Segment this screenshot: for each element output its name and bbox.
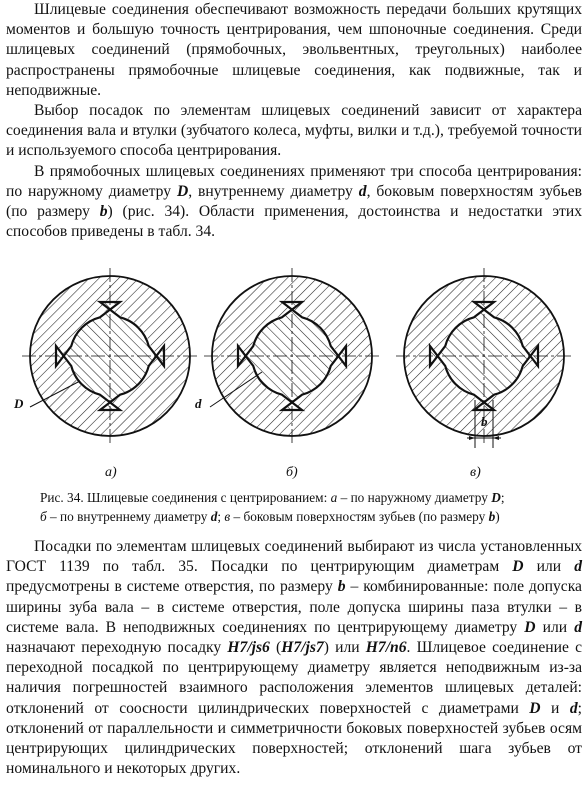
paragraph-top-3: В прямобочных шлицевых соединениях применяют три способа центрирования: по наружному диаметру D, внутреннему диаметру d, боковым поверхностям зубьев (по размеру b) (рис. 34). Области применения, достоинства и недостатки этих способов приведены в табл. 34. <box>6 162 583 241</box>
figure-caption: Рис. 34. Шлицевые соединения с центрированием: а – по наружному диаметру D; б – по внутреннему диаметру d; в – боковым поверхностям зубьев (по размеру b) <box>40 490 505 524</box>
paragraph-bottom-1: Посадки по элементам шлицевых соединений выбирают из числа установленных ГОСТ 1139 по табл. 35. Посадки по центрирующим диаметрам D или d предусмотрены в системе отверстия, по размеру b – комбинированные: поле допуска ширины зуба вала – в системе отверстия, поле допуска ширины паза втулки – в системе вала. В неподвижных соединениях по центрирующему диаметру D или d назначают переходную посадку H7/js6 (H7/js7) или H7/n6. Шлицевое соединение с переходной посадкой по центрирующему диаметру является неподвижным из-за наличия погрешностей взаимного расположения элементов шлицевых деталей: отклонений от соосности цилиндрических поверхностей с диаметрами D и d; отклонений от параллельности и симметричности боковых поверхностей зубьев осям центрирующих цилиндрических поверхностей; отклонений шага зубьев от номинального и некоторых других. <box>6 538 582 778</box>
subfigure-label-b: б) <box>286 465 298 480</box>
text-block-top <box>6 0 582 242</box>
paragraph-top-2: Выбор посадок по элементам шлицевых соединений зависит от характера соединения вала и втулки (зубчатого колеса, муфты, вилки и т.д.), требуемой точности и используемого способа центрирования. <box>6 102 582 160</box>
label-b: b <box>481 414 488 429</box>
label-d: d <box>195 396 202 411</box>
label-D: D <box>14 396 24 411</box>
spline-centering-inner-diameter <box>204 268 380 444</box>
spline-centering-outer-diameter <box>22 268 198 444</box>
subfigure-label-c: в) <box>470 465 481 480</box>
text-block-bottom <box>6 537 582 779</box>
spline-drawings <box>0 268 588 468</box>
subfigure-label-a: а) <box>105 465 117 480</box>
paragraph-top-1: Шлицевые соединения обеспечивают возможность передачи больших крутящих моментов и большую точность центрирования, чем шпоночные соединения. Среди шлицевых соединений (прямобочных, эвольвентных, треугольных) наиболее распространены прямобочные шлицевые соединения, как подвижные, так и неподвижные. <box>6 1 582 99</box>
